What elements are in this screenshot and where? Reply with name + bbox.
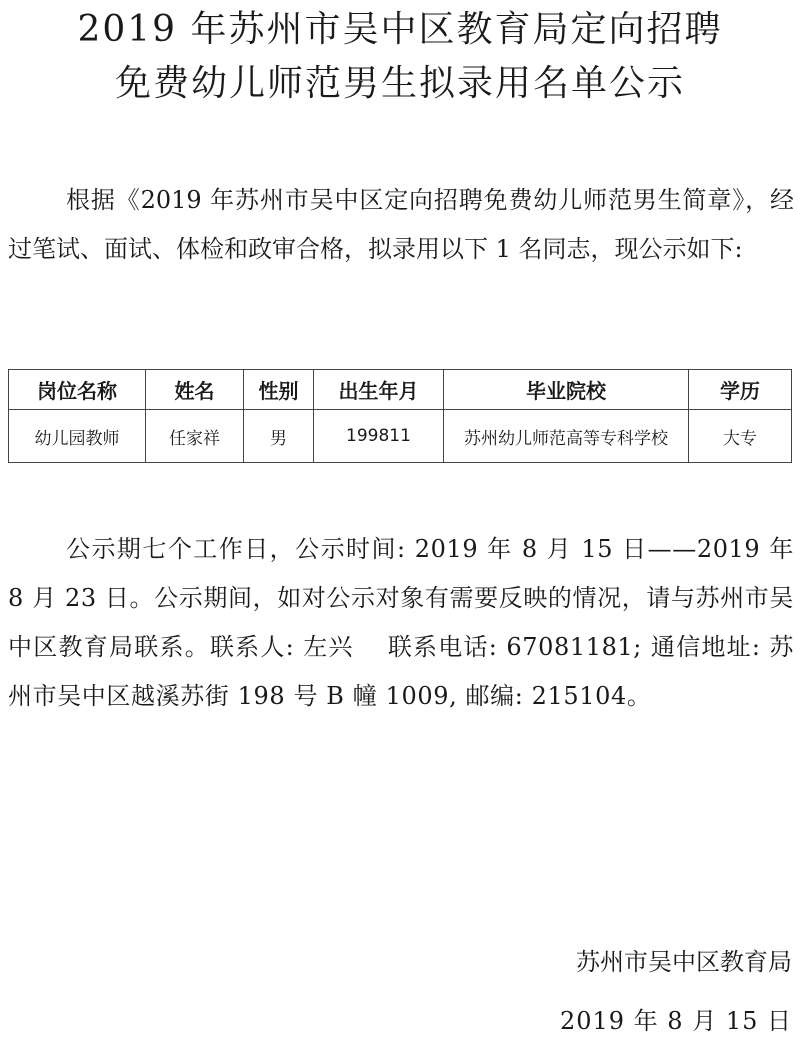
header-name: 姓名 — [146, 370, 244, 410]
signature-date: 2019 年 8 月 15 日 — [559, 1007, 792, 1035]
recruit-table-container — [8, 369, 791, 463]
notice-paragraph: 公示期七个工作日，公示时间: 2019 年 8 月 15 日——2019 年 8 月 23 日。公示期间，如对公示对象有需要反映的情况，请与苏州市吴中区教育局联系。联系人: 左兴 联系电话: 67081181; 通信地址: 苏州市吴中区越溪苏街 198 号 B 幢 1009, 邮编: 215104。 — [8, 535, 794, 710]
intro-paragraph: 根据《2019 年苏州市吴中区定向招聘免费幼儿师范男生简章》，经过笔试、面试、体检和政审合格，拟录用以下 1 名同志，现公示如下: — [8, 186, 794, 263]
document-title-line-2: 免费幼儿师范男生拟录用名单公示 — [114, 63, 685, 104]
cell-school: 苏州幼儿师范高等专科学校 — [444, 410, 689, 463]
header-position: 岗位名称 — [9, 370, 146, 410]
document-title-line-1: 2019 年苏州市吴中区教育局定向招聘 — [77, 9, 723, 50]
cell-name: 任家祥 — [146, 410, 244, 463]
cell-position: 幼儿园教师 — [9, 410, 146, 463]
table-row — [9, 410, 792, 463]
signature-organization: 苏州市吴中区教育局 — [576, 948, 792, 976]
header-education: 学历 — [689, 370, 792, 410]
cell-education: 大专 — [689, 410, 792, 463]
cell-gender: 男 — [244, 410, 314, 463]
header-birth: 出生年月 — [314, 370, 444, 410]
cell-birth: 199811 — [314, 410, 444, 463]
table-header-row — [9, 370, 792, 410]
header-gender: 性别 — [244, 370, 314, 410]
header-school: 毕业院校 — [444, 370, 689, 410]
recruit-table — [8, 369, 792, 463]
